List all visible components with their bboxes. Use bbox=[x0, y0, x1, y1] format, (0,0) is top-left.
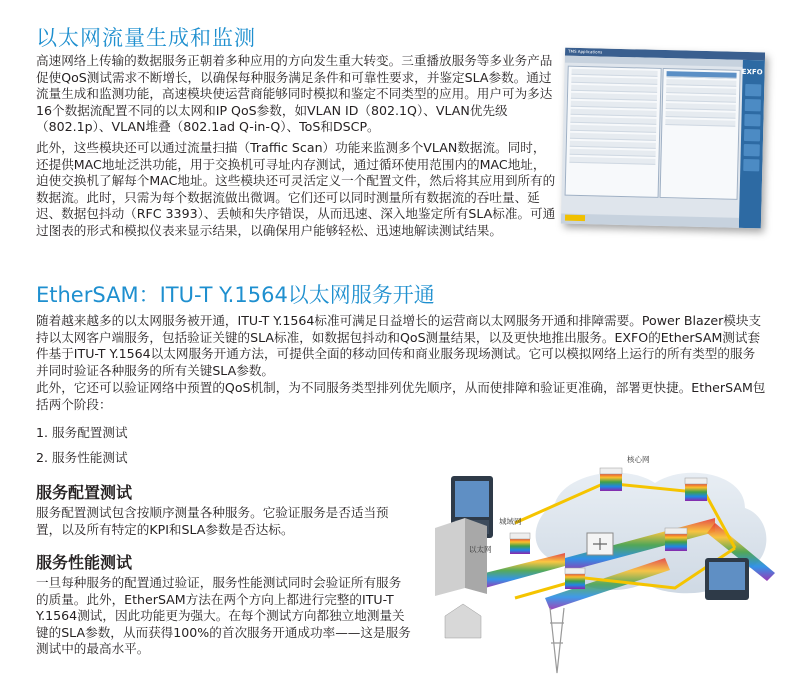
flow-band-left bbox=[485, 553, 565, 588]
traffic-paragraph-1: 高速网络上传输的数据服务正朝着多种应用的方向发生重大转变。三重播放服务等多业务产品促使QoS测试需求不断增长，以确保每种服务满足条件和可靠性要求，并鉴定SLA参数。通过流量生成和监测功能，高速模块使运营商能够同时模拟和鉴定不同类型的应用。用户可为多达16个数据流配置不同的以太网和IP QoS参数，如VLAN ID（802.1Q）、VLAN优先级（802.1p）、VLAN堆叠（802.1ad Q-in-Q）、ToS和DSCP。 bbox=[36, 53, 553, 135]
performance-test-heading: 服务性能测试 bbox=[36, 553, 133, 572]
screenshot-status-bar bbox=[561, 214, 739, 228]
phase-list-item-1: 1. 服务配置测试 bbox=[36, 425, 128, 440]
central-switch bbox=[587, 533, 613, 555]
screenshot-title-bar: TMS Applications bbox=[565, 48, 765, 61]
screenshot-side-panel bbox=[739, 60, 765, 228]
exfo-logo: EXFO bbox=[741, 67, 763, 77]
label-metro-network: 城域网 bbox=[499, 517, 522, 526]
router-core-1 bbox=[600, 468, 622, 491]
network-diagram bbox=[415, 448, 802, 685]
ethersam-paragraph-1: 随着越来越多的以太网服务被开通，ITU-T Y.1564标准可满足日益增长的运营商以太网服务开通和排障需要。Power Blazer模块支持以太网客户端服务，包括验证关键的SLA标准，如数据包抖动和QoS测量结果，以及更快地推出服务。EXFO的EtherSAM测试套件基于ITU-T Y.1564以太网服务开通方法，可提供全面的移动回传和商业服务现场测试。它可以模拟网络上运行的所有类型的服务并同时验证各种服务的所有关键SLA参数。 bbox=[36, 313, 762, 378]
label-ethernet: 以太网 bbox=[469, 545, 492, 554]
router-core-3 bbox=[665, 528, 687, 551]
label-core-network: 核心网 bbox=[627, 455, 650, 464]
router-access bbox=[565, 568, 585, 589]
section-title-ethersam: EtherSAM：ITU-T Y.1564以太网服务开通 bbox=[36, 283, 435, 307]
config-test-heading: 服务配置测试 bbox=[36, 483, 133, 502]
performance-test-body: 一旦每种服务的配置通过验证，服务性能测试同时会验证所有服务的质量。此外，EtherSAM方法在两个方向上都进行完整的ITU-T Y.1564测试，因此功能更为强大。在每个测试方向都独立地测量关键的SLA参数，从而获得100%的首次服务开通成功率——这是服务测试中的最高水平。 bbox=[36, 575, 411, 657]
ethersam-paragraph-2: 此外，它还可以验证网络中预置的QoS机制，为不同服务类型排列优先顺序，从而使排障和验证更准确，部署更快捷。EtherSAM包括两个阶段： bbox=[36, 380, 766, 412]
screenshot-right-pane bbox=[660, 68, 741, 200]
test-device-right bbox=[705, 558, 749, 600]
router-core-2 bbox=[685, 478, 707, 501]
screenshot-left-pane bbox=[565, 66, 662, 198]
section-title-traffic: 以太网流量生成和监测 bbox=[36, 26, 256, 50]
cell-tower-icon bbox=[550, 608, 564, 673]
phase-list-item-2: 2. 服务性能测试 bbox=[36, 450, 128, 465]
traffic-paragraph-2: 此外，这些模块还可以通过流量扫描（Traffic Scan）功能来监测多个VLAN数据流。同时，还提供MAC地址泛洪功能，用于交换机可寻址内存测试，通过循环使用范围内的MAC地址，迫使交换机了解每个MAC地址。这些模块还可灵活定义一个配置文件，然后将其应用到所有的数据流。此时，只需为每个数据流做出微调。它们还可以同时测量所有数据流的吞吐量、延迟、数据包抖动（RFC 3393）、丢帧和失序错误，从而迅速、深入地鉴定所有SLA标准。可通过图表的形式和模拟仪表来显示结果，以确保用户能够轻松、迅速地解读测试结果。 bbox=[36, 140, 556, 238]
config-test-body: 服务配置测试包含按顺序测量各种服务。它验证服务是否适当预置，以及所有特定的KPI和SLA参数是否达标。 bbox=[36, 505, 389, 537]
software-screenshot bbox=[561, 48, 765, 229]
router-metro bbox=[510, 533, 530, 554]
house-icon bbox=[445, 604, 481, 638]
office-building bbox=[435, 518, 487, 596]
